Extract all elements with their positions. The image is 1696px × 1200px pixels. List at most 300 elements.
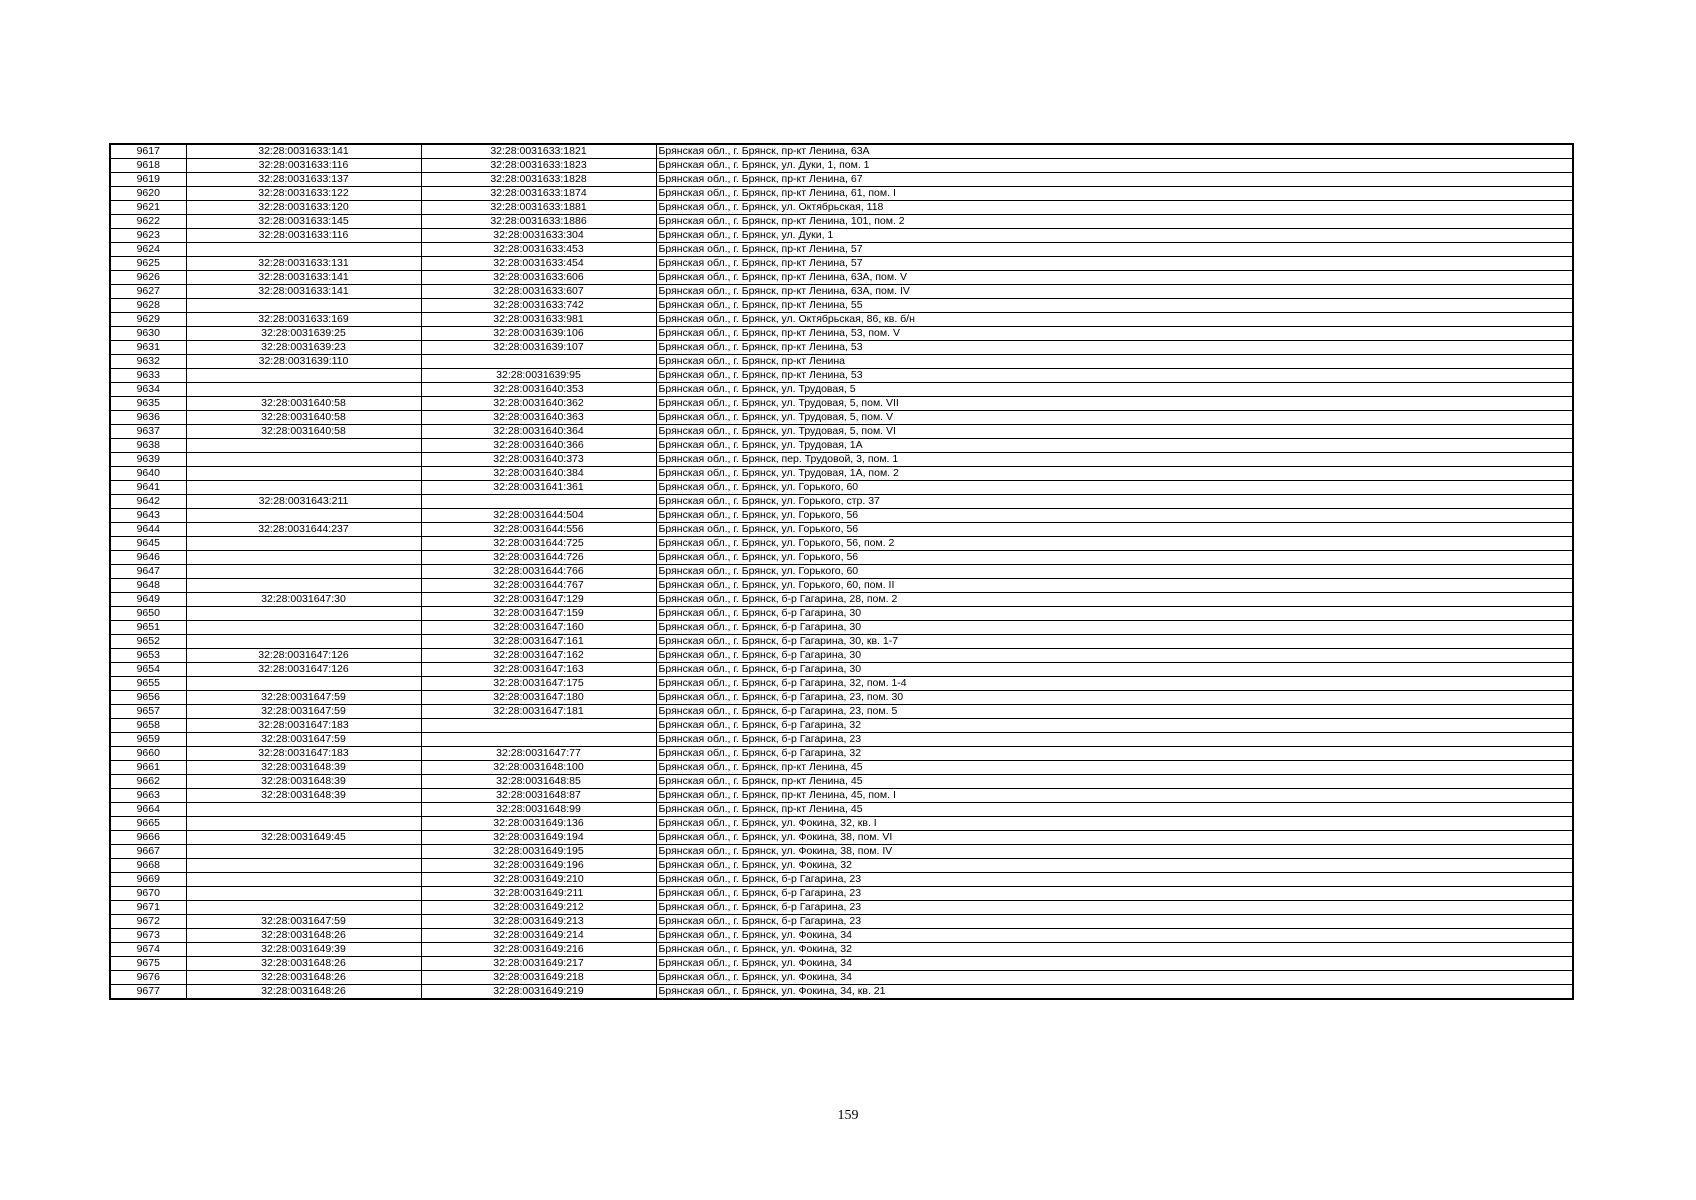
cadastral-number-cell: 32:28:0031644:725 bbox=[421, 537, 656, 551]
parent-cadastral-number-cell bbox=[186, 845, 421, 859]
row-number-cell: 9618 bbox=[110, 159, 186, 173]
row-number-cell: 9676 bbox=[110, 971, 186, 985]
table-row bbox=[110, 159, 1573, 173]
parent-cadastral-number-cell: 32:28:0031640:58 bbox=[186, 425, 421, 439]
cadastral-number-cell: 32:28:0031633:1874 bbox=[421, 187, 656, 201]
cadastral-number-cell: 32:28:0031633:1821 bbox=[421, 144, 656, 159]
table-row bbox=[110, 649, 1573, 663]
address-cell: Брянская обл., г. Брянск, ул. Фокина, 32 bbox=[656, 859, 1573, 873]
row-number-cell: 9639 bbox=[110, 453, 186, 467]
cadastral-number-cell: 32:28:0031649:195 bbox=[421, 845, 656, 859]
row-number-cell: 9629 bbox=[110, 313, 186, 327]
table-row bbox=[110, 201, 1573, 215]
address-cell: Брянская обл., г. Брянск, пр-кт Ленина, 53 bbox=[656, 369, 1573, 383]
parent-cadastral-number-cell: 32:28:0031647:59 bbox=[186, 915, 421, 929]
table-row bbox=[110, 677, 1573, 691]
cadastral-number-cell: 32:28:0031647:77 bbox=[421, 747, 656, 761]
row-number-cell: 9675 bbox=[110, 957, 186, 971]
row-number-cell: 9673 bbox=[110, 929, 186, 943]
address-cell: Брянская обл., г. Брянск, б-р Гагарина, 30 bbox=[656, 649, 1573, 663]
row-number-cell: 9640 bbox=[110, 467, 186, 481]
address-cell: Брянская обл., г. Брянск, пр-кт Ленина, 67 bbox=[656, 173, 1573, 187]
address-cell: Брянская обл., г. Брянск, ул. Фокина, 34 bbox=[656, 971, 1573, 985]
cadastral-number-cell: 32:28:0031633:1828 bbox=[421, 173, 656, 187]
parent-cadastral-number-cell: 32:28:0031633:145 bbox=[186, 215, 421, 229]
row-number-cell: 9666 bbox=[110, 831, 186, 845]
address-cell: Брянская обл., г. Брянск, пр-кт Ленина, 63А, пом. IV bbox=[656, 285, 1573, 299]
address-cell: Брянская обл., г. Брянск, ул. Трудовая, 5, пом. VII bbox=[656, 397, 1573, 411]
cadastral-number-cell: 32:28:0031640:366 bbox=[421, 439, 656, 453]
cadastral-number-cell: 32:28:0031644:766 bbox=[421, 565, 656, 579]
table-row bbox=[110, 719, 1573, 733]
cadastral-number-cell: 32:28:0031647:161 bbox=[421, 635, 656, 649]
row-number-cell: 9630 bbox=[110, 327, 186, 341]
table-row bbox=[110, 845, 1573, 859]
parent-cadastral-number-cell: 32:28:0031633:141 bbox=[186, 285, 421, 299]
table-row bbox=[110, 957, 1573, 971]
cadastral-number-cell: 32:28:0031649:194 bbox=[421, 831, 656, 845]
address-cell: Брянская обл., г. Брянск, пр-кт Ленина, 57 bbox=[656, 243, 1573, 257]
address-cell: Брянская обл., г. Брянск, ул. Трудовая, 5 bbox=[656, 383, 1573, 397]
parent-cadastral-number-cell: 32:28:0031648:26 bbox=[186, 929, 421, 943]
cadastral-number-cell bbox=[421, 733, 656, 747]
address-cell: Брянская обл., г. Брянск, ул. Трудовая, 1А, пом. 2 bbox=[656, 467, 1573, 481]
address-cell: Брянская обл., г. Брянск, пр-кт Ленина, 101, пом. 2 bbox=[656, 215, 1573, 229]
table-row bbox=[110, 635, 1573, 649]
table-row bbox=[110, 495, 1573, 509]
table-row bbox=[110, 915, 1573, 929]
table-row bbox=[110, 943, 1573, 957]
parent-cadastral-number-cell bbox=[186, 369, 421, 383]
address-cell: Брянская обл., г. Брянск, пр-кт Ленина, 61, пом. I bbox=[656, 187, 1573, 201]
parent-cadastral-number-cell: 32:28:0031639:110 bbox=[186, 355, 421, 369]
table-row bbox=[110, 733, 1573, 747]
cadastral-number-cell: 32:28:0031644:556 bbox=[421, 523, 656, 537]
address-cell: Брянская обл., г. Брянск, пр-кт Ленина, 45 bbox=[656, 761, 1573, 775]
parent-cadastral-number-cell: 32:28:0031633:116 bbox=[186, 229, 421, 243]
cadastral-number-cell: 32:28:0031633:607 bbox=[421, 285, 656, 299]
parent-cadastral-number-cell: 32:28:0031648:26 bbox=[186, 971, 421, 985]
parent-cadastral-number-cell: 32:28:0031640:58 bbox=[186, 397, 421, 411]
cadastral-number-cell: 32:28:0031633:742 bbox=[421, 299, 656, 313]
cadastral-number-cell: 32:28:0031640:353 bbox=[421, 383, 656, 397]
row-number-cell: 9636 bbox=[110, 411, 186, 425]
table-row bbox=[110, 663, 1573, 677]
row-number-cell: 9653 bbox=[110, 649, 186, 663]
cadastral-number-cell: 32:28:0031633:981 bbox=[421, 313, 656, 327]
parent-cadastral-number-cell bbox=[186, 803, 421, 817]
table-row bbox=[110, 691, 1573, 705]
row-number-cell: 9668 bbox=[110, 859, 186, 873]
address-cell: Брянская обл., г. Брянск, б-р Гагарина, 30 bbox=[656, 607, 1573, 621]
parent-cadastral-number-cell bbox=[186, 551, 421, 565]
parent-cadastral-number-cell: 32:28:0031633:141 bbox=[186, 144, 421, 159]
row-number-cell: 9620 bbox=[110, 187, 186, 201]
cadastral-number-cell: 32:28:0031649:212 bbox=[421, 901, 656, 915]
parent-cadastral-number-cell: 32:28:0031633:131 bbox=[186, 257, 421, 271]
parent-cadastral-number-cell bbox=[186, 579, 421, 593]
parent-cadastral-number-cell bbox=[186, 467, 421, 481]
table-row bbox=[110, 397, 1573, 411]
cadastral-number-cell: 32:28:0031649:214 bbox=[421, 929, 656, 943]
cadastral-number-cell: 32:28:0031639:107 bbox=[421, 341, 656, 355]
row-number-cell: 9654 bbox=[110, 663, 186, 677]
parent-cadastral-number-cell: 32:28:0031640:58 bbox=[186, 411, 421, 425]
parent-cadastral-number-cell bbox=[186, 453, 421, 467]
parent-cadastral-number-cell bbox=[186, 565, 421, 579]
address-cell: Брянская обл., г. Брянск, б-р Гагарина, 23, пом. 5 bbox=[656, 705, 1573, 719]
address-cell: Брянская обл., г. Брянск, б-р Гагарина, 30 bbox=[656, 621, 1573, 635]
row-number-cell: 9644 bbox=[110, 523, 186, 537]
row-number-cell: 9652 bbox=[110, 635, 186, 649]
cadastral-number-cell: 32:28:0031648:100 bbox=[421, 761, 656, 775]
cadastral-number-cell: 32:28:0031648:87 bbox=[421, 789, 656, 803]
table-row bbox=[110, 817, 1573, 831]
cadastral-number-cell: 32:28:0031649:196 bbox=[421, 859, 656, 873]
table-row bbox=[110, 565, 1573, 579]
table-row bbox=[110, 173, 1573, 187]
parent-cadastral-number-cell: 32:28:0031647:183 bbox=[186, 719, 421, 733]
parent-cadastral-number-cell: 32:28:0031633:122 bbox=[186, 187, 421, 201]
address-cell: Брянская обл., г. Брянск, ул. Дуки, 1 bbox=[656, 229, 1573, 243]
cadastral-number-cell: 32:28:0031647:175 bbox=[421, 677, 656, 691]
page-number: 159 bbox=[837, 1108, 859, 1123]
address-cell: Брянская обл., г. Брянск, б-р Гагарина, 23 bbox=[656, 915, 1573, 929]
parent-cadastral-number-cell bbox=[186, 439, 421, 453]
parent-cadastral-number-cell: 32:28:0031648:39 bbox=[186, 789, 421, 803]
cadastral-number-cell: 32:28:0031649:136 bbox=[421, 817, 656, 831]
row-number-cell: 9661 bbox=[110, 761, 186, 775]
address-cell: Брянская обл., г. Брянск, пр-кт Ленина, 45 bbox=[656, 803, 1573, 817]
row-number-cell: 9625 bbox=[110, 257, 186, 271]
table-row bbox=[110, 747, 1573, 761]
cadastral-number-cell: 32:28:0031644:767 bbox=[421, 579, 656, 593]
cadastral-number-cell: 32:28:0031639:95 bbox=[421, 369, 656, 383]
parent-cadastral-number-cell bbox=[186, 299, 421, 313]
address-cell: Брянская обл., г. Брянск, ул. Октябрьская, 118 bbox=[656, 201, 1573, 215]
address-cell: Брянская обл., г. Брянск, ул. Горького, 60 bbox=[656, 481, 1573, 495]
address-cell: Брянская обл., г. Брянск, б-р Гагарина, 23, пом. 30 bbox=[656, 691, 1573, 705]
row-number-cell: 9677 bbox=[110, 985, 186, 1000]
cadastral-number-cell: 32:28:0031647:159 bbox=[421, 607, 656, 621]
row-number-cell: 9655 bbox=[110, 677, 186, 691]
table-row bbox=[110, 215, 1573, 229]
address-cell: Брянская обл., г. Брянск, б-р Гагарина, 28, пом. 2 bbox=[656, 593, 1573, 607]
row-number-cell: 9670 bbox=[110, 887, 186, 901]
address-cell: Брянская обл., г. Брянск, ул. Горького, 60 bbox=[656, 565, 1573, 579]
address-cell: Брянская обл., г. Брянск, ул. Фокина, 34, кв. 21 bbox=[656, 985, 1573, 1000]
address-cell: Брянская обл., г. Брянск, пр-кт Ленина, 63А bbox=[656, 144, 1573, 159]
parent-cadastral-number-cell bbox=[186, 621, 421, 635]
row-number-cell: 9648 bbox=[110, 579, 186, 593]
table-row bbox=[110, 971, 1573, 985]
row-number-cell: 9634 bbox=[110, 383, 186, 397]
row-number-cell: 9656 bbox=[110, 691, 186, 705]
parent-cadastral-number-cell bbox=[186, 887, 421, 901]
address-cell: Брянская обл., г. Брянск, пр-кт Ленина, 45 bbox=[656, 775, 1573, 789]
table-row bbox=[110, 621, 1573, 635]
table-row bbox=[110, 551, 1573, 565]
cadastral-number-cell: 32:28:0031647:160 bbox=[421, 621, 656, 635]
table-row bbox=[110, 761, 1573, 775]
cadastral-number-cell: 32:28:0031633:1881 bbox=[421, 201, 656, 215]
row-number-cell: 9632 bbox=[110, 355, 186, 369]
table-row bbox=[110, 481, 1573, 495]
address-cell: Брянская обл., г. Брянск, б-р Гагарина, 32 bbox=[656, 747, 1573, 761]
address-cell: Брянская обл., г. Брянск, ул. Октябрьская, 86, кв. б/н bbox=[656, 313, 1573, 327]
address-cell: Брянская обл., г. Брянск, б-р Гагарина, 30, кв. 1-7 bbox=[656, 635, 1573, 649]
address-cell: Брянская обл., г. Брянск, пр-кт Ленина bbox=[656, 355, 1573, 369]
cadastral-number-cell: 32:28:0031633:1823 bbox=[421, 159, 656, 173]
cadastral-number-cell: 32:28:0031647:180 bbox=[421, 691, 656, 705]
parent-cadastral-number-cell: 32:28:0031648:39 bbox=[186, 775, 421, 789]
row-number-cell: 9633 bbox=[110, 369, 186, 383]
address-cell: Брянская обл., г. Брянск, пр-кт Ленина, 45, пом. I bbox=[656, 789, 1573, 803]
address-cell: Брянская обл., г. Брянск, ул. Горького, 56 bbox=[656, 523, 1573, 537]
table-row bbox=[110, 187, 1573, 201]
table-row bbox=[110, 327, 1573, 341]
table-row bbox=[110, 509, 1573, 523]
parent-cadastral-number-cell: 32:28:0031644:237 bbox=[186, 523, 421, 537]
row-number-cell: 9637 bbox=[110, 425, 186, 439]
row-number-cell: 9671 bbox=[110, 901, 186, 915]
parent-cadastral-number-cell: 32:28:0031633:116 bbox=[186, 159, 421, 173]
address-cell: Брянская обл., г. Брянск, ул. Фокина, 32, кв. I bbox=[656, 817, 1573, 831]
cadastral-number-cell: 32:28:0031640:362 bbox=[421, 397, 656, 411]
address-cell: Брянская обл., г. Брянск, б-р Гагарина, 23 bbox=[656, 887, 1573, 901]
address-cell: Брянская обл., г. Брянск, б-р Гагарина, 23 bbox=[656, 733, 1573, 747]
address-cell: Брянская обл., г. Брянск, ул. Горького, 60, пом. II bbox=[656, 579, 1573, 593]
table-row bbox=[110, 257, 1573, 271]
parent-cadastral-number-cell: 32:28:0031647:126 bbox=[186, 649, 421, 663]
row-number-cell: 9659 bbox=[110, 733, 186, 747]
cadastral-number-cell: 32:28:0031648:99 bbox=[421, 803, 656, 817]
table-row bbox=[110, 775, 1573, 789]
row-number-cell: 9657 bbox=[110, 705, 186, 719]
address-cell: Брянская обл., г. Брянск, б-р Гагарина, 32, пом. 1-4 bbox=[656, 677, 1573, 691]
cadastral-number-cell: 32:28:0031647:162 bbox=[421, 649, 656, 663]
table-row bbox=[110, 859, 1573, 873]
table-row bbox=[110, 873, 1573, 887]
cadastral-number-cell: 32:28:0031647:163 bbox=[421, 663, 656, 677]
cadastral-number-cell: 32:28:0031649:211 bbox=[421, 887, 656, 901]
parent-cadastral-number-cell: 32:28:0031647:59 bbox=[186, 691, 421, 705]
cadastral-number-cell: 32:28:0031640:373 bbox=[421, 453, 656, 467]
parent-cadastral-number-cell bbox=[186, 509, 421, 523]
parent-cadastral-number-cell: 32:28:0031639:23 bbox=[186, 341, 421, 355]
parent-cadastral-number-cell: 32:28:0031647:59 bbox=[186, 733, 421, 747]
cadastral-number-cell: 32:28:0031640:364 bbox=[421, 425, 656, 439]
row-number-cell: 9641 bbox=[110, 481, 186, 495]
cadastral-number-cell: 32:28:0031633:606 bbox=[421, 271, 656, 285]
table-row bbox=[110, 229, 1573, 243]
row-number-cell: 9626 bbox=[110, 271, 186, 285]
parent-cadastral-number-cell: 32:28:0031647:59 bbox=[186, 705, 421, 719]
row-number-cell: 9664 bbox=[110, 803, 186, 817]
cadastral-number-cell: 32:28:0031640:384 bbox=[421, 467, 656, 481]
table-row bbox=[110, 887, 1573, 901]
parent-cadastral-number-cell: 32:28:0031633:120 bbox=[186, 201, 421, 215]
cadastral-number-cell: 32:28:0031649:217 bbox=[421, 957, 656, 971]
table-row bbox=[110, 537, 1573, 551]
row-number-cell: 9649 bbox=[110, 593, 186, 607]
row-number-cell: 9627 bbox=[110, 285, 186, 299]
parent-cadastral-number-cell bbox=[186, 481, 421, 495]
table-row bbox=[110, 369, 1573, 383]
cadastral-table bbox=[109, 143, 1574, 1000]
parent-cadastral-number-cell bbox=[186, 817, 421, 831]
address-cell: Брянская обл., г. Брянск, пр-кт Ленина, 55 bbox=[656, 299, 1573, 313]
row-number-cell: 9635 bbox=[110, 397, 186, 411]
parent-cadastral-number-cell: 32:28:0031648:26 bbox=[186, 985, 421, 1000]
parent-cadastral-number-cell: 32:28:0031633:141 bbox=[186, 271, 421, 285]
table-row bbox=[110, 803, 1573, 817]
parent-cadastral-number-cell: 32:28:0031639:25 bbox=[186, 327, 421, 341]
table-row bbox=[110, 243, 1573, 257]
parent-cadastral-number-cell bbox=[186, 873, 421, 887]
row-number-cell: 9628 bbox=[110, 299, 186, 313]
table-row bbox=[110, 355, 1573, 369]
table-row bbox=[110, 285, 1573, 299]
address-cell: Брянская обл., г. Брянск, ул. Трудовая, 1А bbox=[656, 439, 1573, 453]
table-row bbox=[110, 901, 1573, 915]
row-number-cell: 9658 bbox=[110, 719, 186, 733]
row-number-cell: 9617 bbox=[110, 144, 186, 159]
cadastral-number-cell bbox=[421, 719, 656, 733]
row-number-cell: 9665 bbox=[110, 817, 186, 831]
row-number-cell: 9638 bbox=[110, 439, 186, 453]
row-number-cell: 9621 bbox=[110, 201, 186, 215]
cadastral-number-cell: 32:28:0031649:218 bbox=[421, 971, 656, 985]
parent-cadastral-number-cell: 32:28:0031648:39 bbox=[186, 761, 421, 775]
address-cell: Брянская обл., г. Брянск, пр-кт Ленина, 53, пом. V bbox=[656, 327, 1573, 341]
parent-cadastral-number-cell: 32:28:0031647:183 bbox=[186, 747, 421, 761]
table-row bbox=[110, 831, 1573, 845]
cadastral-number-cell: 32:28:0031648:85 bbox=[421, 775, 656, 789]
address-cell: Брянская обл., г. Брянск, б-р Гагарина, 32 bbox=[656, 719, 1573, 733]
cadastral-number-cell bbox=[421, 495, 656, 509]
address-cell: Брянская обл., г. Брянск, ул. Горького, 56 bbox=[656, 509, 1573, 523]
parent-cadastral-number-cell bbox=[186, 383, 421, 397]
cadastral-number-cell: 32:28:0031641:361 bbox=[421, 481, 656, 495]
row-number-cell: 9660 bbox=[110, 747, 186, 761]
address-cell: Брянская обл., г. Брянск, пр-кт Ленина, 63А, пом. V bbox=[656, 271, 1573, 285]
cadastral-number-cell: 32:28:0031649:213 bbox=[421, 915, 656, 929]
table-row bbox=[110, 299, 1573, 313]
address-cell: Брянская обл., г. Брянск, пр-кт Ленина, 53 bbox=[656, 341, 1573, 355]
row-number-cell: 9674 bbox=[110, 943, 186, 957]
row-number-cell: 9672 bbox=[110, 915, 186, 929]
cadastral-number-cell: 32:28:0031647:181 bbox=[421, 705, 656, 719]
cadastral-number-cell: 32:28:0031633:304 bbox=[421, 229, 656, 243]
cadastral-number-cell: 32:28:0031633:454 bbox=[421, 257, 656, 271]
address-cell: Брянская обл., г. Брянск, ул. Фокина, 34 bbox=[656, 929, 1573, 943]
address-cell: Брянская обл., г. Брянск, пер. Трудовой, 3, пом. 1 bbox=[656, 453, 1573, 467]
table-row bbox=[110, 383, 1573, 397]
row-number-cell: 9647 bbox=[110, 565, 186, 579]
address-cell: Брянская обл., г. Брянск, пр-кт Ленина, 57 bbox=[656, 257, 1573, 271]
parent-cadastral-number-cell: 32:28:0031649:45 bbox=[186, 831, 421, 845]
table-row bbox=[110, 411, 1573, 425]
table-row bbox=[110, 439, 1573, 453]
parent-cadastral-number-cell: 32:28:0031648:26 bbox=[186, 957, 421, 971]
address-cell: Брянская обл., г. Брянск, ул. Трудовая, 5, пом. V bbox=[656, 411, 1573, 425]
table-row bbox=[110, 453, 1573, 467]
row-number-cell: 9622 bbox=[110, 215, 186, 229]
parent-cadastral-number-cell: 32:28:0031647:126 bbox=[186, 663, 421, 677]
table-row bbox=[110, 425, 1573, 439]
row-number-cell: 9646 bbox=[110, 551, 186, 565]
row-number-cell: 9624 bbox=[110, 243, 186, 257]
cadastral-number-cell: 32:28:0031633:1886 bbox=[421, 215, 656, 229]
address-cell: Брянская обл., г. Брянск, ул. Фокина, 38, пом. IV bbox=[656, 845, 1573, 859]
row-number-cell: 9650 bbox=[110, 607, 186, 621]
table-row bbox=[110, 607, 1573, 621]
cadastral-number-cell bbox=[421, 355, 656, 369]
table-row bbox=[110, 929, 1573, 943]
parent-cadastral-number-cell: 32:28:0031649:39 bbox=[186, 943, 421, 957]
cadastral-number-cell: 32:28:0031644:504 bbox=[421, 509, 656, 523]
row-number-cell: 9623 bbox=[110, 229, 186, 243]
parent-cadastral-number-cell bbox=[186, 243, 421, 257]
table-row bbox=[110, 789, 1573, 803]
row-number-cell: 9669 bbox=[110, 873, 186, 887]
row-number-cell: 9643 bbox=[110, 509, 186, 523]
address-cell: Брянская обл., г. Брянск, ул. Горького, 56, пом. 2 bbox=[656, 537, 1573, 551]
parent-cadastral-number-cell bbox=[186, 901, 421, 915]
address-cell: Брянская обл., г. Брянск, ул. Фокина, 34 bbox=[656, 957, 1573, 971]
address-cell: Брянская обл., г. Брянск, ул. Горького, 56 bbox=[656, 551, 1573, 565]
address-cell: Брянская обл., г. Брянск, б-р Гагарина, 23 bbox=[656, 873, 1573, 887]
table-row bbox=[110, 985, 1573, 1000]
table-row bbox=[110, 313, 1573, 327]
address-cell: Брянская обл., г. Брянск, б-р Гагарина, 30 bbox=[656, 663, 1573, 677]
parent-cadastral-number-cell bbox=[186, 859, 421, 873]
table-row bbox=[110, 271, 1573, 285]
row-number-cell: 9651 bbox=[110, 621, 186, 635]
parent-cadastral-number-cell bbox=[186, 607, 421, 621]
cadastral-number-cell: 32:28:0031644:726 bbox=[421, 551, 656, 565]
table-row bbox=[110, 579, 1573, 593]
table-row bbox=[110, 523, 1573, 537]
row-number-cell: 9667 bbox=[110, 845, 186, 859]
parent-cadastral-number-cell bbox=[186, 635, 421, 649]
address-cell: Брянская обл., г. Брянск, б-р Гагарина, 23 bbox=[656, 901, 1573, 915]
parent-cadastral-number-cell bbox=[186, 677, 421, 691]
address-cell: Брянская обл., г. Брянск, ул. Трудовая, 5, пом. VI bbox=[656, 425, 1573, 439]
parent-cadastral-number-cell: 32:28:0031643:211 bbox=[186, 495, 421, 509]
cadastral-number-cell: 32:28:0031647:129 bbox=[421, 593, 656, 607]
row-number-cell: 9642 bbox=[110, 495, 186, 509]
cadastral-number-cell: 32:28:0031633:453 bbox=[421, 243, 656, 257]
cadastral-number-cell: 32:28:0031649:219 bbox=[421, 985, 656, 1000]
table-row bbox=[110, 593, 1573, 607]
row-number-cell: 9631 bbox=[110, 341, 186, 355]
address-cell: Брянская обл., г. Брянск, ул. Дуки, 1, пом. 1 bbox=[656, 159, 1573, 173]
cadastral-number-cell: 32:28:0031639:106 bbox=[421, 327, 656, 341]
parent-cadastral-number-cell: 32:28:0031647:30 bbox=[186, 593, 421, 607]
address-cell: Брянская обл., г. Брянск, ул. Горького, стр. 37 bbox=[656, 495, 1573, 509]
parent-cadastral-number-cell: 32:28:0031633:169 bbox=[186, 313, 421, 327]
table-row bbox=[110, 705, 1573, 719]
table-row bbox=[110, 144, 1573, 159]
cadastral-number-cell: 32:28:0031649:216 bbox=[421, 943, 656, 957]
parent-cadastral-number-cell: 32:28:0031633:137 bbox=[186, 173, 421, 187]
address-cell: Брянская обл., г. Брянск, ул. Фокина, 32 bbox=[656, 943, 1573, 957]
table-row bbox=[110, 341, 1573, 355]
table-body bbox=[110, 144, 1573, 999]
table-row bbox=[110, 467, 1573, 481]
